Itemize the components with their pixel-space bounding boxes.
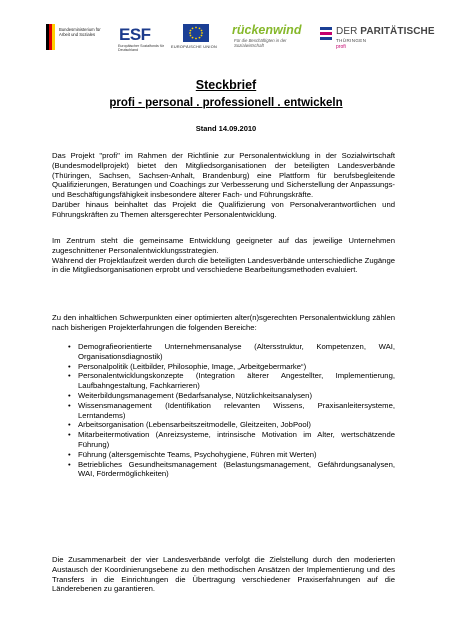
paritaetische-subtitle: THÜRINGEN xyxy=(336,38,367,43)
intro-paragraph: Das Projekt "profi" im Rahmen der Richtlinie zur Personalentwicklung in der Sozialwirtschaft (Bundesmodellprojekt) bietet den Mitgliedsorganisationen der beteiligten Landesverbände (Thüringen, Sachsen, Sachsen-Anhalt, Brandenburg) eine Plattform für berufsbegleitende Qualifizierungen, Beratungen und Coachings zur Verbesserung und Sicherstellung der Anpassungs- und Beschäftigungsfähigkeit insbesondere älterer Fach- und Führungskräfte. xyxy=(52,151,395,200)
list-item xyxy=(68,391,395,401)
list-item xyxy=(68,430,395,450)
bullet-icon: • xyxy=(68,420,71,430)
document-date: Stand 14.09.2010 xyxy=(195,124,257,133)
bullet-icon: • xyxy=(68,459,71,469)
bullet-icon: • xyxy=(68,390,71,400)
bullet-icon: • xyxy=(68,361,71,371)
bmas-text: Bundesministerium für Arbeit und Soziales xyxy=(59,27,101,37)
collaboration-paragraph: Die Zusammenarbeit der vier Landesverbände verfolgt die Zielstellung durch den moderierten Austausch der Koordinierungsebene zu den methodischen Ansätzen der Implementierung und des Transfers in die Einrichtungen die Übertragung verschiedener Praxiserfahrungen auf die Länderebenen zu garantieren. xyxy=(52,555,395,594)
esf-subtitle: Europäischer Sozialfonds für Deutschland xyxy=(118,44,164,53)
focus-section xyxy=(52,236,395,275)
priorities-list xyxy=(68,342,395,479)
list-item xyxy=(68,460,395,480)
logo-bar xyxy=(0,0,452,58)
collaboration-section xyxy=(52,555,395,594)
rueckenwind-subtitle: Für die Beschäftigten in der Sozialwirtschaft xyxy=(234,38,287,48)
federal-flag-icon xyxy=(46,24,56,50)
page-subtitle: profi - personal . professionell . entwickeln xyxy=(109,97,343,109)
paritaetische-title-bold: PARITÄTISCHE xyxy=(360,26,435,37)
bullet-icon: • xyxy=(68,430,71,440)
bullet-icon: • xyxy=(68,400,71,410)
rueckenwind-title: rückenwind xyxy=(232,23,302,37)
list-item xyxy=(68,371,395,391)
project-duration-paragraph: Während der Projektlaufzeit werden durch die beteiligten Landesverbände unterschiedliche Zugänge in die Mitgliedsorganisationen erprobt und verschiedene Bearbeitungsmethoden evaluiert. xyxy=(52,255,395,275)
intro-paragraph-continued: Darüber hinaus beinhaltet das Projekt die Qualifizierung von Personalverantwortlichen und Führungskräften zu Themen altersgerechter Personalentwicklung. xyxy=(52,199,395,219)
paritaetische-mark-icon xyxy=(320,27,332,43)
paritaetische-title-prefix: DER xyxy=(336,26,361,37)
list-item-text: Mitarbeitermotivation (Anreizsysteme, intrinsische Motivation im Alter, wertschätzende Führung) xyxy=(78,430,395,449)
list-item xyxy=(68,342,395,362)
list-item-text: Wissensmanagement (Identifikation relevanten Wissens, Praxisanleitersysteme, Lerntandems) xyxy=(78,400,395,420)
bullet-icon: • xyxy=(68,342,71,351)
priorities-paragraph: Zu den inhaltlichen Schwerpunkten einer optimierten alter(n)sgerechten Personalentwicklung zählen nach bisherigen Projekterfahrungen die folgenden Bereiche: xyxy=(52,313,395,332)
rueckenwind-logo xyxy=(232,23,314,55)
intro-section xyxy=(52,151,395,220)
paritaetische-tag: profi xyxy=(336,44,346,50)
focus-paragraph: Im Zentrum steht die gemeinsame Entwicklung geeigneter auf das jeweilige Unternehmen zugeschnittener Personalentwicklungsstrategien. xyxy=(52,236,395,255)
list-item-text: Führung (altersgemischte Teams, Psychohygiene, Führen mit Werten) xyxy=(78,449,317,459)
bullet-icon: • xyxy=(68,371,71,381)
list-item-text: Betriebliches Gesundheitsmanagement (Belastungsmanagement, Gefährdungsanalysen, WAI, Fördermöglichkeiten) xyxy=(78,459,395,479)
list-item-text: Personalpolitik (Leitbilder, Philosophie, Image, „Arbeitgebermarke“) xyxy=(78,361,307,371)
list-item-text: Personalentwicklungskonzepte (Integration älterer Angestellter, Implementierung, Laufbahngestaltung, Fachkarrieren) xyxy=(78,371,395,391)
list-item xyxy=(68,401,395,421)
list-item xyxy=(68,450,395,460)
eu-flag-icon xyxy=(183,24,209,42)
eu-logo xyxy=(171,24,218,54)
esf-title: ESF xyxy=(119,25,151,44)
priorities-intro xyxy=(52,313,395,333)
eu-caption: EUROPÄISCHE UNION xyxy=(171,45,218,49)
bullet-icon: • xyxy=(68,449,71,459)
esf-logo xyxy=(113,25,165,55)
paritaetische-logo xyxy=(320,25,435,59)
bmas-logo xyxy=(46,24,104,52)
page-title: Steckbrief xyxy=(195,78,257,92)
paritaetische-title xyxy=(336,26,435,37)
list-item-text: Arbeitsorganisation (Lebensarbeitszeitmodelle, Gleitzeiten, JobPool) xyxy=(78,420,311,430)
list-item xyxy=(68,362,395,372)
list-item-text: Demografieorientierte Unternehmensanalyse (Altersstruktur, Kompetenzen, WAI, Organisationsdiagnostik) xyxy=(78,342,395,361)
list-item xyxy=(68,420,395,430)
list-item-text: Weiterbildungsmanagement (Bedarfsanalyse, Nützlichkeitsanalysen) xyxy=(78,390,313,400)
